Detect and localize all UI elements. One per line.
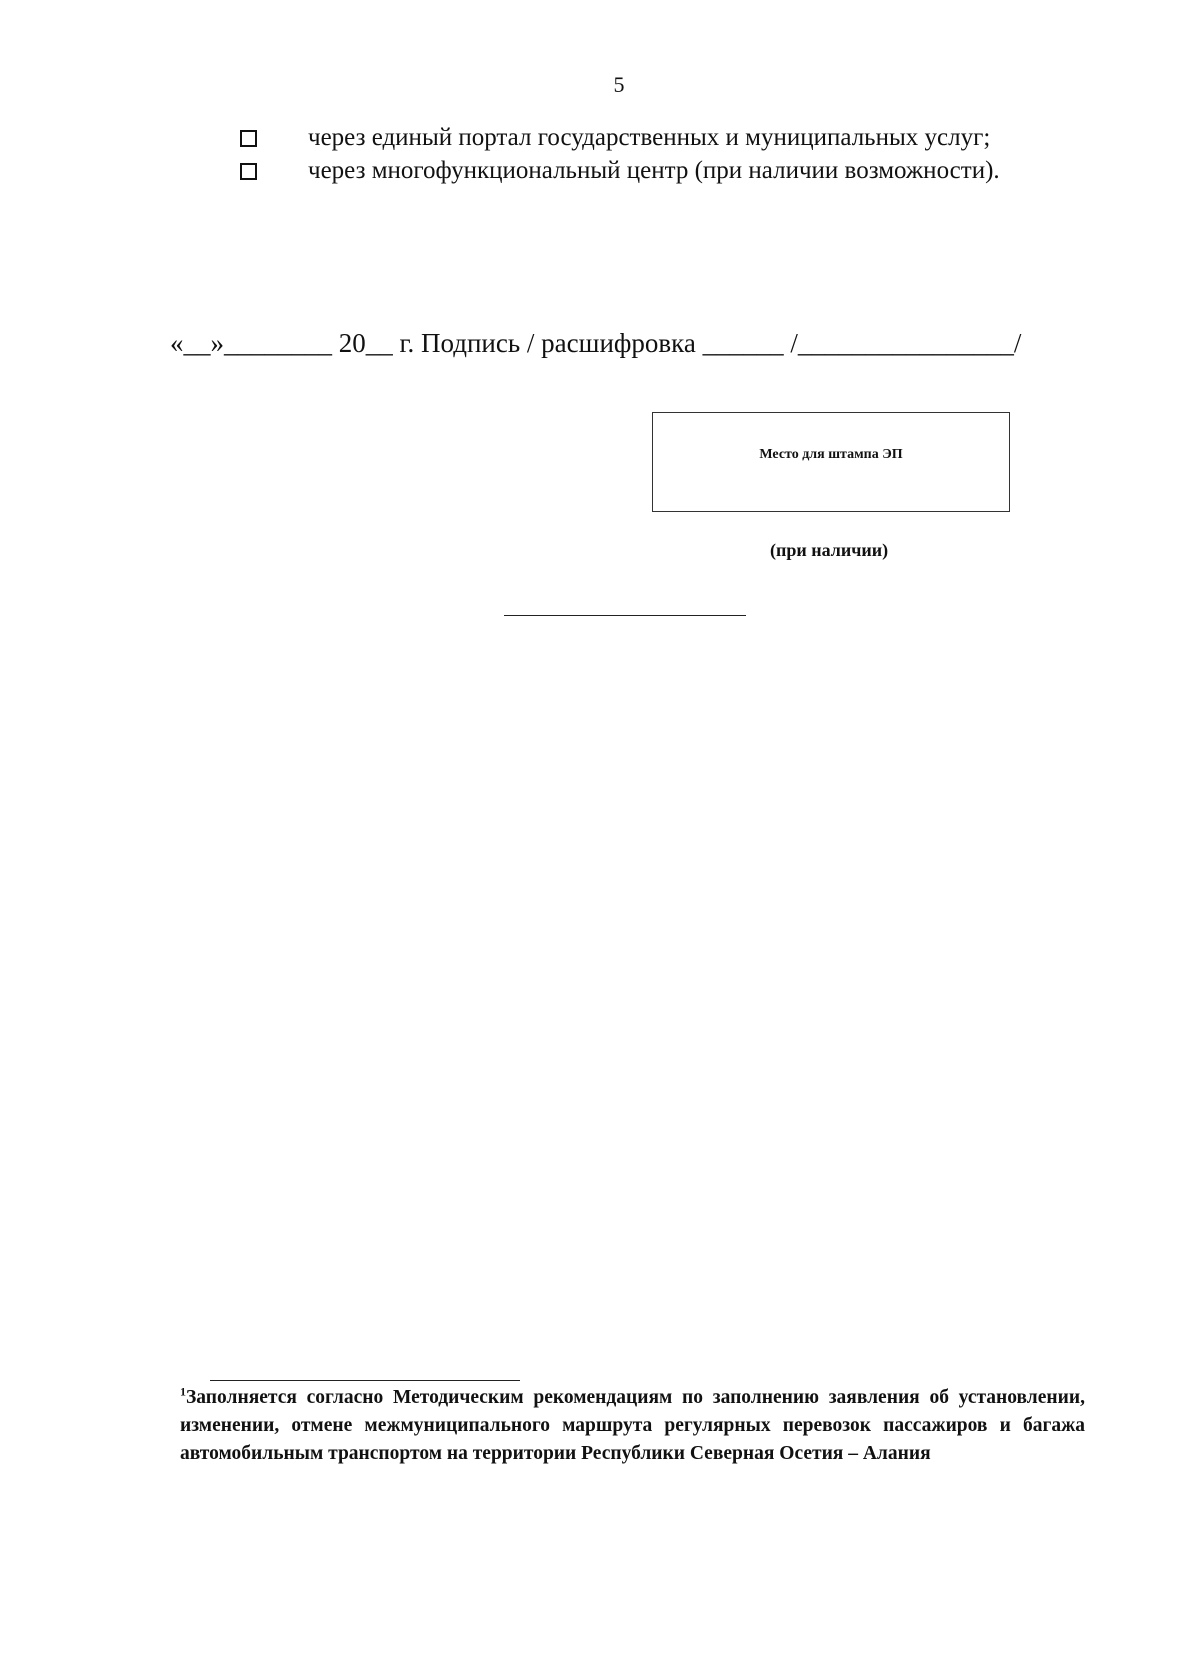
separator-line [504,615,746,616]
option-mfc[interactable] [240,156,1000,186]
checkbox-mfc[interactable] [240,163,257,180]
page-number: 5 [613,72,625,97]
stamp-box [652,412,1010,512]
stamp-label: Место для штампа ЭП [759,447,903,462]
option-mfc-label: через многофункциональный центр (при наличии возможности). [308,157,1000,184]
footnote [180,1384,1085,1468]
stamp-note: (при наличии) [770,540,889,560]
option-epgu[interactable] [240,123,991,153]
checkbox-epgu[interactable] [240,130,257,147]
option-epgu-label: через единый портал государственных и муниципальных услуг; [308,124,991,151]
footnote-separator [210,1380,520,1381]
date-signature-line: «__»________ 20__ г. Подпись / расшифровка ______ /________________/ [170,328,1022,358]
footnote-marker: 1 [180,1384,186,1399]
footnote-text: Заполняется согласно Методическим рекомендациям по заполнению заявления об установлении, изменении, отмене межмуниципального маршрута регулярных перевозок пассажиров и багажа автомобильным транспортом на территории Республики Северная Осетия – Алания [180,1387,1085,1464]
